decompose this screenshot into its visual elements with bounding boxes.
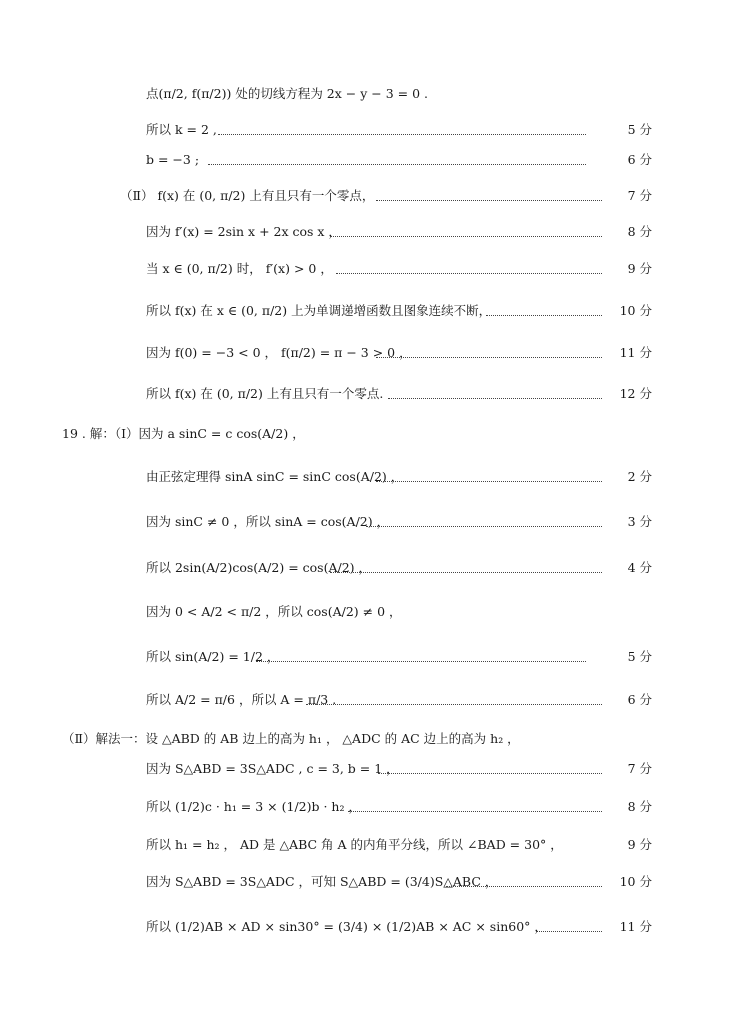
score-points: 5 分 (627, 122, 652, 137)
score-points: 7 分 (627, 188, 652, 203)
line-text: 因为 S△ABD = 3S△ADC ，可知 S△ABD = (3/4)S△ABC ， (146, 874, 498, 889)
score-points: 9 分 (627, 261, 652, 276)
score-points: 6 分 (627, 692, 652, 707)
line-text: 所以 f(x) 在 x ∈ (0, π/2) 上为单调递增函数且图象连续不断， (146, 303, 492, 318)
leader-dots (446, 886, 602, 887)
solution-line (0, 337, 737, 369)
line-text: 因为 S△ABD = 3S△ADC , c = 3, b = 1 ， (146, 761, 399, 776)
solution-line (0, 216, 737, 248)
solution-line (0, 684, 737, 716)
solution-line (0, 641, 737, 673)
solution-line (0, 253, 737, 285)
solution-line (0, 378, 737, 410)
leader-dots (218, 134, 586, 135)
line-text: 所以 sin(A/2) = 1/2 ， (146, 649, 280, 664)
solution-line (0, 552, 737, 584)
line-text: 由正弦定理得 sinA sinC = sinC cos(A/2) ， (146, 469, 404, 484)
line-text: 所以 A/2 = π/6 ，所以 A = π/3 . (146, 692, 337, 707)
score-points: 11 分 (619, 919, 652, 934)
line-text: 所以 k = 2 , (146, 122, 217, 137)
line-text: （Ⅱ）解法一：设 △ABD 的 AB 边上的高为 h₁ ， △ADC 的 AC 边上的高为 h₂ ， (62, 731, 520, 746)
leader-dots (388, 398, 602, 399)
score-points: 3 分 (627, 514, 652, 529)
line-text: b = −3 ; (146, 152, 200, 167)
line-text: 所以 (1/2)AB × AD × sin30° = (3/4) × (1/2)AB × AC × sin60° ， (146, 919, 547, 934)
score-points: 11 分 (619, 345, 652, 360)
score-points: 9 分 (627, 837, 652, 852)
leader-dots (376, 357, 602, 358)
solution-line (0, 791, 737, 823)
line-text: 19 . 解：（Ⅰ）因为 a sinC = c cos(A/2) ， (62, 426, 305, 441)
leader-dots (366, 526, 602, 527)
solution-line (0, 295, 737, 327)
score-points: 2 分 (627, 469, 652, 484)
solution-line (0, 180, 737, 212)
line-text: 点(π/2, f(π/2)) 处的切线方程为 2x − y − 3 = 0 . (146, 86, 428, 101)
leader-dots (376, 481, 602, 482)
line-text: （Ⅱ） f(x) 在 (0, π/2) 上有且只有一个零点， (120, 188, 375, 203)
leader-dots (536, 931, 602, 932)
solution-line (0, 144, 737, 176)
leader-dots (376, 200, 602, 201)
line-text: 所以 2sin(A/2)cos(A/2) = cos(A/2) ， (146, 560, 372, 575)
leader-dots (330, 236, 602, 237)
score-points: 6 分 (627, 152, 652, 167)
solution-line (0, 78, 737, 110)
leader-dots (348, 811, 602, 812)
line-text: 因为 f(0) = −3 < 0 ， f(π/2) = π − 3 > 0 ， (146, 345, 412, 360)
leader-dots (306, 704, 602, 705)
solution-line (0, 596, 737, 628)
line-text: 因为 0 < A/2 < π/2 ，所以 cos(A/2) ≠ 0 ， (146, 604, 402, 619)
leader-dots (330, 572, 602, 573)
leader-dots (378, 773, 602, 774)
leader-dots (256, 661, 586, 662)
solution-line (0, 723, 737, 755)
score-points: 8 分 (627, 224, 652, 239)
score-points: 7 分 (627, 761, 652, 776)
score-points: 10 分 (619, 874, 652, 889)
solution-line (0, 866, 737, 898)
leader-dots (336, 273, 602, 274)
score-points: 4 分 (627, 560, 652, 575)
line-text: 所以 f(x) 在 (0, π/2) 上有且只有一个零点. (146, 386, 384, 401)
line-text: 所以 h₁ = h₂ ， AD 是 △ABC 角 A 的内角平分线，所以 ∠BAD = 30° ， (146, 837, 563, 852)
solution-line (0, 418, 737, 450)
score-points: 10 分 (619, 303, 652, 318)
solution-line (0, 753, 737, 785)
solution-line (0, 114, 737, 146)
score-points: 8 分 (627, 799, 652, 814)
line-text: 因为 f′(x) = 2sin x + 2x cos x ， (146, 224, 341, 239)
leader-dots (208, 164, 586, 165)
solution-line (0, 461, 737, 493)
solution-line (0, 506, 737, 538)
leader-dots (486, 315, 602, 316)
line-text: 因为 sinC ≠ 0 ，所以 sinA = cos(A/2) ， (146, 514, 390, 529)
line-text: 所以 (1/2)c · h₁ = 3 × (1/2)b · h₂ ， (146, 799, 361, 814)
solution-line (0, 829, 737, 861)
score-points: 5 分 (627, 649, 652, 664)
line-text: 当 x ∈ (0, π/2) 时， f′(x) > 0 ， (146, 261, 333, 276)
score-points: 12 分 (619, 386, 652, 401)
solution-line (0, 911, 737, 943)
